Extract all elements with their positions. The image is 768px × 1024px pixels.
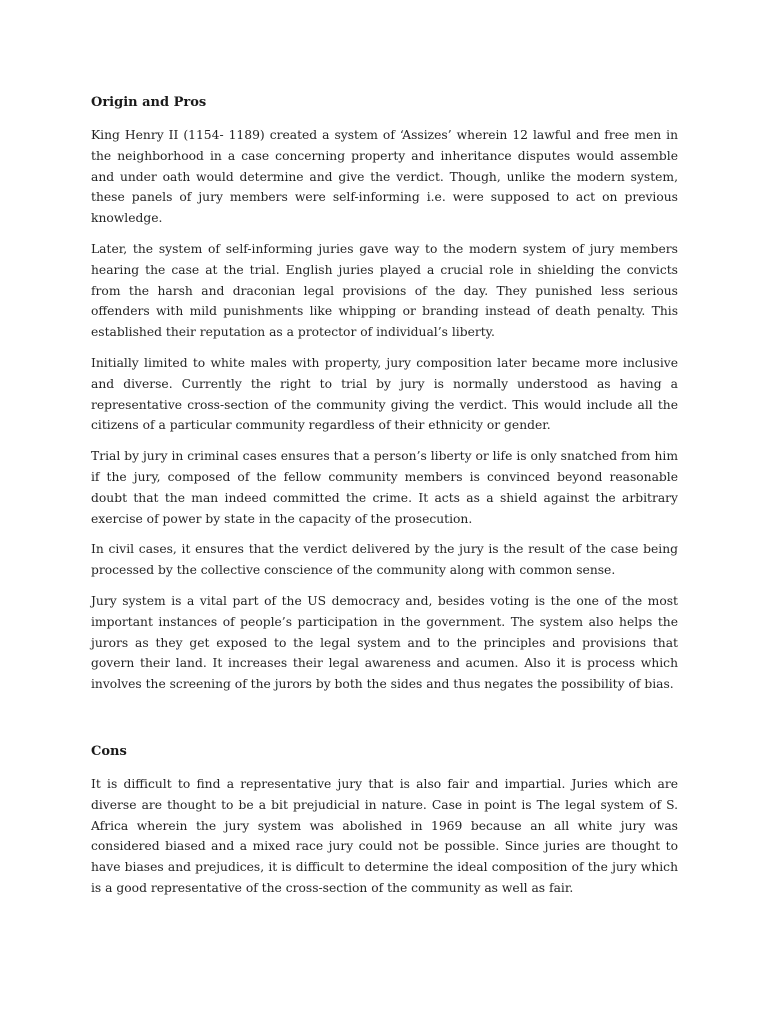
paragraph: Jury system is a vital part of the US democracy and, besides voting is the one of the most important instances of people’s participation in the government. The system also helps the jurors as they get exposed to the legal system and to the principles and provisions that govern their land. It increases their legal awareness and acumen. Also it is process which involves the screening of the jurors by both the sides and thus negates the possibility of bias. xyxy=(91,593,678,692)
section-heading: Origin and Pros xyxy=(91,95,207,110)
section-cons xyxy=(91,741,678,899)
paragraph: Trial by jury in criminal cases ensures that a person’s liberty or life is only snatched from him if the jury, composed of the fellow community members is convinced beyond reasonable doubt that the man indeed committed the crime. It acts as a shield against the arbitrary exercise of power by state in the capacity of the prosecution. xyxy=(91,449,678,526)
paragraph: It is difficult to find a representative jury that is also fair and impartial. Juries which are diverse are thought to be a bit prejudicial in nature. Case in point is The legal system of S. Africa wherein the jury system was abolished in 1969 because an all white jury was considered biased and a mixed race jury could not be possible. Since juries are thought to have biases and prejudices, it is difficult to determine the ideal composition of the jury which is a good representative of the cross-section of the community as well as fair. xyxy=(91,776,678,895)
paragraph: In civil cases, it ensures that the verdict delivered by the jury is the result of the case being processed by the collective conscience of the community along with common sense. xyxy=(91,542,678,578)
section-origin-and-pros xyxy=(91,92,678,695)
paragraph: Initially limited to white males with property, jury composition later became more inclusive and diverse. Currently the right to trial by jury is normally understood as having a representative cross-section of the community giving the verdict. This would include all the citizens of a particular community regardless of their ethnicity or gender. xyxy=(91,355,678,433)
section-spacer xyxy=(91,705,678,741)
paragraph: Later, the system of self-informing juries gave way to the modern system of jury members hearing the case at the trial. English juries played a crucial role in shielding the convicts from the harsh and draconian legal provisions of the day. They punished less serious offenders with mild punishments like whipping or branding instead of death penalty. This established their reputation as a protector of individual’s liberty. xyxy=(91,241,678,340)
section-heading: Cons xyxy=(91,743,127,759)
document-page xyxy=(91,92,678,909)
paragraph: King Henry II (1154- 1189) created a system of ‘Assizes’ wherein 12 lawful and free men in the neighborhood in a case concerning property and inheritance disputes would assemble and under oath would determine and give the verdict. Though, unlike the modern system, these panels of jury members were self-informing i.e. were supposed to act on previous knowledge. xyxy=(91,128,678,226)
